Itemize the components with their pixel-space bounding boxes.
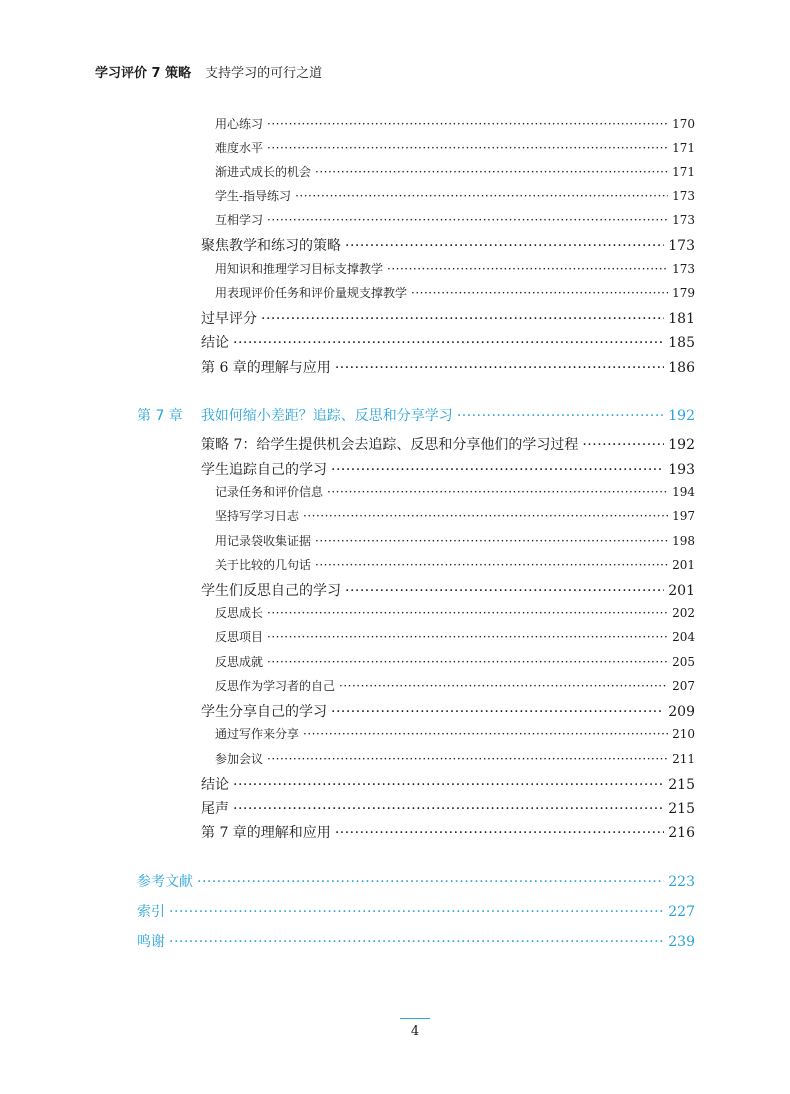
dot-leader bbox=[233, 801, 664, 817]
toc-subsection-entry bbox=[215, 163, 695, 180]
toc-entry-title bbox=[201, 822, 331, 842]
toc-entry-text: 渐进式成长的机会 bbox=[215, 165, 312, 179]
toc-entry-title bbox=[215, 260, 383, 277]
toc-page-number: 223 bbox=[668, 874, 695, 890]
toc-subsection-entry bbox=[215, 483, 695, 500]
toc-entry-title bbox=[201, 774, 229, 794]
toc-subsection-entry bbox=[215, 260, 695, 277]
toc-page-number: 209 bbox=[668, 704, 695, 720]
toc-section-entry bbox=[201, 822, 695, 842]
toc-section-entry bbox=[201, 235, 695, 255]
toc-entry-title bbox=[215, 628, 263, 645]
toc-section-entry bbox=[201, 357, 695, 377]
toc-entry-title bbox=[215, 725, 299, 742]
dot-leader bbox=[233, 335, 664, 351]
dot-leader bbox=[411, 286, 668, 300]
toc-subsection-entry bbox=[215, 604, 695, 621]
toc-entry-text: 我如何缩小差距？追踪、反思和分享学习 bbox=[200, 408, 453, 424]
dot-leader bbox=[387, 262, 668, 276]
dot-leader bbox=[345, 238, 664, 254]
toc-chapter-entry bbox=[137, 931, 695, 951]
dot-leader bbox=[331, 704, 664, 720]
toc-entry-title bbox=[137, 901, 165, 921]
dot-leader bbox=[303, 727, 668, 741]
dot-leader bbox=[339, 679, 668, 693]
toc-page-number: 186 bbox=[668, 360, 695, 376]
toc-page-number: 194 bbox=[672, 485, 695, 499]
chapter-label: 第 7 章 bbox=[137, 408, 183, 424]
toc-entry-title bbox=[201, 798, 229, 818]
toc-entry-text: 第 7 章的理解和应用 bbox=[201, 825, 331, 841]
toc-subsection-entry bbox=[215, 628, 695, 645]
toc-entry-title bbox=[215, 139, 263, 156]
toc-entry-title bbox=[215, 653, 263, 670]
toc-chapter-entry bbox=[137, 901, 695, 921]
toc-chapter-entry bbox=[137, 871, 695, 891]
toc-section-entry bbox=[201, 701, 695, 721]
toc-section-entry bbox=[201, 459, 695, 479]
toc-entry-text: 鸣谢 bbox=[137, 934, 165, 950]
dot-leader bbox=[267, 630, 668, 644]
toc-entry-title bbox=[201, 459, 327, 479]
toc-section-entry bbox=[201, 774, 695, 794]
dot-leader bbox=[331, 462, 664, 478]
toc-page-number: 211 bbox=[672, 752, 695, 766]
toc-section-entry bbox=[201, 308, 695, 328]
toc-entry-title bbox=[215, 284, 407, 301]
toc-entry-text: 难度水平 bbox=[215, 141, 264, 155]
toc-page-number: 197 bbox=[672, 509, 695, 523]
dot-leader bbox=[457, 408, 664, 424]
toc-subsection-entry bbox=[215, 187, 695, 204]
toc-page-number: 170 bbox=[672, 117, 695, 131]
toc-entry-text: 参考文献 bbox=[137, 874, 193, 890]
toc-subsection-entry bbox=[215, 750, 695, 767]
toc-page-number: 216 bbox=[668, 825, 695, 841]
dot-leader bbox=[335, 825, 664, 841]
toc-subsection-entry bbox=[215, 725, 695, 742]
toc-entry-text: 学生-指导练习 bbox=[215, 189, 292, 203]
toc-entry-title bbox=[201, 308, 257, 328]
toc-entry-title bbox=[201, 357, 331, 377]
toc-entry-text: 学生追踪自己的学习 bbox=[201, 462, 327, 478]
toc-entry-text: 用心练习 bbox=[215, 117, 264, 131]
toc-entry-title bbox=[215, 163, 311, 180]
toc-entry-title bbox=[201, 580, 341, 600]
dot-leader bbox=[267, 752, 668, 766]
dot-leader bbox=[335, 360, 664, 376]
book-subtitle: 支持学习的可行之道 bbox=[205, 66, 323, 81]
dot-leader bbox=[345, 583, 664, 599]
toc-page-number: 239 bbox=[668, 934, 695, 950]
dot-leader bbox=[233, 777, 664, 793]
toc-page-number: 181 bbox=[668, 311, 695, 327]
toc-entry-text: 索引 bbox=[137, 904, 165, 920]
toc-entry-title bbox=[201, 332, 229, 352]
toc-entry-text: 过早评分 bbox=[201, 311, 257, 327]
toc-page-number: 201 bbox=[668, 583, 695, 599]
toc-section-entry bbox=[201, 434, 695, 454]
toc-page-number: 201 bbox=[672, 558, 695, 572]
toc-entry-text: 聚焦教学和练习的策略 bbox=[201, 238, 341, 254]
toc-page-number: 202 bbox=[672, 606, 695, 620]
toc-entry-text: 第 6 章的理解与应用 bbox=[201, 360, 331, 376]
toc-entry-title bbox=[215, 211, 263, 228]
toc-entry-text: 坚持写学习日志 bbox=[215, 509, 300, 523]
toc-page-number: 173 bbox=[672, 189, 695, 203]
toc-entry-title bbox=[201, 235, 341, 255]
toc-page-number: 204 bbox=[672, 630, 695, 644]
dot-leader bbox=[315, 165, 668, 179]
toc-entry-text: 尾声 bbox=[201, 801, 229, 817]
toc-entry-text: 结论 bbox=[201, 777, 229, 793]
toc-entry-title bbox=[201, 434, 578, 454]
footer-rule bbox=[400, 1018, 430, 1019]
toc-entry-title bbox=[215, 187, 291, 204]
toc-entry-title bbox=[215, 556, 311, 573]
toc-entry-title bbox=[215, 677, 335, 694]
toc-subsection-entry bbox=[215, 284, 695, 301]
dot-leader bbox=[267, 213, 668, 227]
dot-leader bbox=[169, 904, 664, 920]
book-title: 学习评价 7 策略 bbox=[95, 66, 192, 81]
toc-page-number: 192 bbox=[668, 408, 695, 424]
toc-entry-text: 互相学习 bbox=[215, 213, 264, 227]
toc-section-entry bbox=[201, 580, 695, 600]
toc-entry-title bbox=[215, 115, 263, 132]
dot-leader bbox=[315, 534, 668, 548]
dot-leader bbox=[267, 606, 668, 620]
toc-page-number: 192 bbox=[668, 437, 695, 453]
toc-entry-title bbox=[215, 604, 263, 621]
toc-entry-text: 反思成长 bbox=[215, 606, 264, 620]
dot-leader bbox=[582, 437, 664, 453]
toc-section-entry bbox=[201, 798, 695, 818]
dot-leader bbox=[303, 509, 668, 523]
toc-page-number: 210 bbox=[672, 727, 695, 741]
dot-leader bbox=[327, 485, 668, 499]
toc-entry-text: 参加会议 bbox=[215, 752, 264, 766]
toc-page-number: 173 bbox=[672, 213, 695, 227]
toc-entry-text: 反思项目 bbox=[215, 630, 264, 644]
toc-entry-text: 用记录袋收集证据 bbox=[215, 534, 312, 548]
toc-entry-title bbox=[215, 483, 323, 500]
page-number: 4 bbox=[410, 1024, 420, 1039]
toc-entry-title bbox=[137, 405, 453, 425]
toc-page-number: 193 bbox=[668, 462, 695, 478]
toc-subsection-entry bbox=[215, 211, 695, 228]
toc-page-number: 215 bbox=[668, 777, 695, 793]
toc-subsection-entry bbox=[215, 532, 695, 549]
toc-entry-text: 记录任务和评价信息 bbox=[215, 485, 324, 499]
toc-entry-text: 反思作为学习者的自己 bbox=[215, 679, 336, 693]
toc-page-number: 185 bbox=[668, 335, 695, 351]
toc-page-number: 173 bbox=[672, 262, 695, 276]
toc-page-number: 179 bbox=[672, 286, 695, 300]
toc-entry-title bbox=[215, 507, 299, 524]
dot-leader bbox=[261, 311, 664, 327]
toc-page-number: 171 bbox=[672, 141, 695, 155]
toc-entry-text: 学生们反思自己的学习 bbox=[201, 583, 341, 599]
toc-subsection-entry bbox=[215, 507, 695, 524]
toc-entry-text: 反思成就 bbox=[215, 655, 264, 669]
toc-page-number: 227 bbox=[668, 904, 695, 920]
toc-entry-text: 用知识和推理学习目标支撑教学 bbox=[215, 262, 384, 276]
toc-subsection-entry bbox=[215, 139, 695, 156]
toc-page-number: 173 bbox=[668, 238, 695, 254]
dot-leader bbox=[169, 934, 664, 950]
toc-subsection-entry bbox=[215, 677, 695, 694]
toc-page-number: 215 bbox=[668, 801, 695, 817]
toc-chapter-entry bbox=[137, 405, 695, 425]
toc-entry-title bbox=[215, 750, 263, 767]
dot-leader bbox=[197, 874, 664, 890]
toc-page-number: 171 bbox=[672, 165, 695, 179]
dot-leader bbox=[315, 558, 668, 572]
toc-entry-text: 用表现评价任务和评价量规支撑教学 bbox=[215, 286, 408, 300]
toc-page-number: 198 bbox=[672, 534, 695, 548]
dot-leader bbox=[295, 189, 668, 203]
toc-section-entry bbox=[201, 332, 695, 352]
toc-subsection-entry bbox=[215, 115, 695, 132]
toc-entry-text: 策略 7：给学生提供机会去追踪、反思和分享他们的学习过程 bbox=[201, 437, 579, 453]
toc-page-number: 207 bbox=[672, 679, 695, 693]
dot-leader bbox=[267, 117, 668, 131]
toc-entry-text: 结论 bbox=[201, 335, 229, 351]
toc-entry-text: 关于比较的几句话 bbox=[215, 558, 312, 572]
toc-subsection-entry bbox=[215, 556, 695, 573]
dot-leader bbox=[267, 141, 668, 155]
toc-entry-text: 通过写作来分享 bbox=[215, 727, 300, 741]
toc-subsection-entry bbox=[215, 653, 695, 670]
toc-entry-title bbox=[137, 871, 193, 891]
toc-entry-title bbox=[215, 532, 311, 549]
toc-page-number: 205 bbox=[672, 655, 695, 669]
toc-entry-title bbox=[201, 701, 327, 721]
toc-entry-text: 学生分享自己的学习 bbox=[201, 704, 327, 720]
toc-entry-title bbox=[137, 931, 165, 951]
dot-leader bbox=[267, 655, 668, 669]
